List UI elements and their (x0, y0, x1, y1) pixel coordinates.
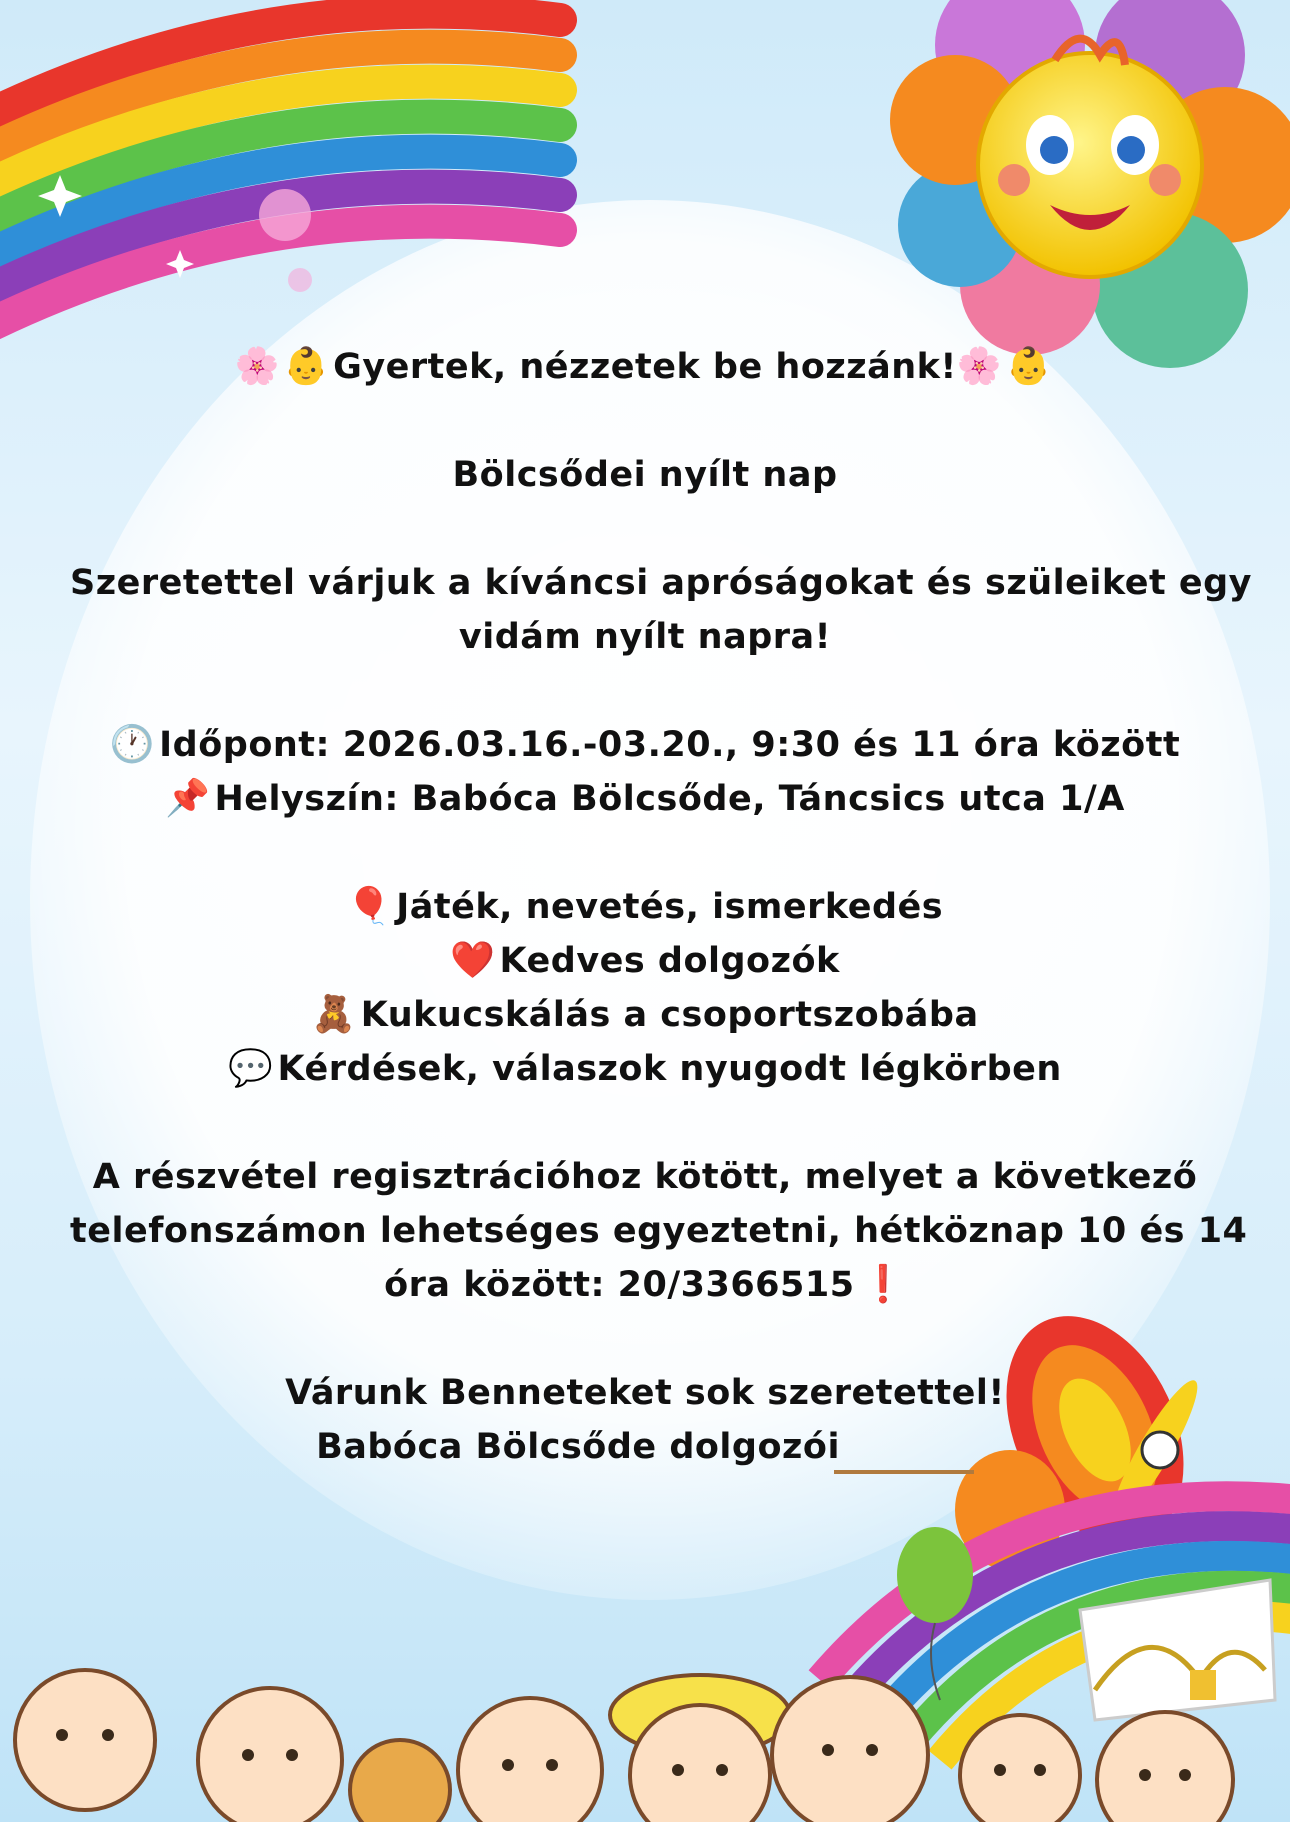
closing-line-1: Várunk Benneteket sok szeretettel! (285, 1373, 1005, 1413)
flower-icon: 🌸 (234, 346, 280, 387)
activity-text: Játék, nevetés, ismerkedés (396, 887, 944, 927)
intro-line-2: vidám nyílt napra! (458, 617, 832, 657)
invitation-text (70, 340, 1252, 1474)
registration-text: óra között: 20/3366515 (384, 1265, 855, 1305)
headline-line (70, 340, 1220, 394)
place-line (70, 772, 1220, 826)
pin-icon: 📌 (165, 778, 211, 819)
headline: Gyertek, nézzetek be hozzánk! (333, 347, 957, 387)
activity-4 (70, 1042, 1220, 1096)
teddy-bear-icon: 🧸 (311, 994, 357, 1035)
baby-icon: 👶 (1006, 346, 1052, 387)
activity-text: Kedves dolgozók (499, 941, 840, 981)
heart-icon: ❤️ (450, 940, 496, 981)
registration-line-1: A részvétel regisztrációhoz kötött, melyet a következő (92, 1157, 1198, 1197)
activity-text: Kérdések, válaszok nyugodt légkörben (277, 1049, 1062, 1089)
clock-icon: 🕐 (109, 724, 156, 765)
activity-1 (70, 880, 1220, 934)
baby-icon: 👶 (283, 346, 330, 387)
time-line (70, 718, 1220, 772)
registration-line-3 (70, 1258, 1220, 1312)
registration-line-2: telefonszámon lehetséges egyeztetni, hétköznap 10 és 14 (70, 1211, 1248, 1251)
activity-text: Kukucskálás a csoportszobába (360, 995, 979, 1035)
time-text: Időpont: 2026.03.16.-03.20., 9:30 és 11 óra között (159, 725, 1181, 765)
flower-icon: 🌸 (956, 346, 1003, 387)
children-faces (15, 1670, 1233, 1822)
intro-line-1: Szeretettel várjuk a kíváncsi apróságokat és szüleiket egy (70, 563, 1252, 603)
balloon-icon: 🎈 (346, 886, 393, 927)
title: Bölcsődei nyílt nap (452, 455, 838, 495)
activity-2 (70, 934, 1220, 988)
signature-text: Babóca Bölcsőde dolgozói (316, 1427, 840, 1467)
activity-3 (70, 988, 1220, 1042)
signature-underline (834, 1430, 974, 1474)
speech-bubble-icon: 💬 (228, 1048, 274, 1089)
exclamation-icon: ❗ (860, 1264, 906, 1305)
closing-line-2 (70, 1420, 1220, 1474)
place-text: Helyszín: Babóca Bölcsőde, Táncsics utca 1/A (214, 779, 1125, 819)
